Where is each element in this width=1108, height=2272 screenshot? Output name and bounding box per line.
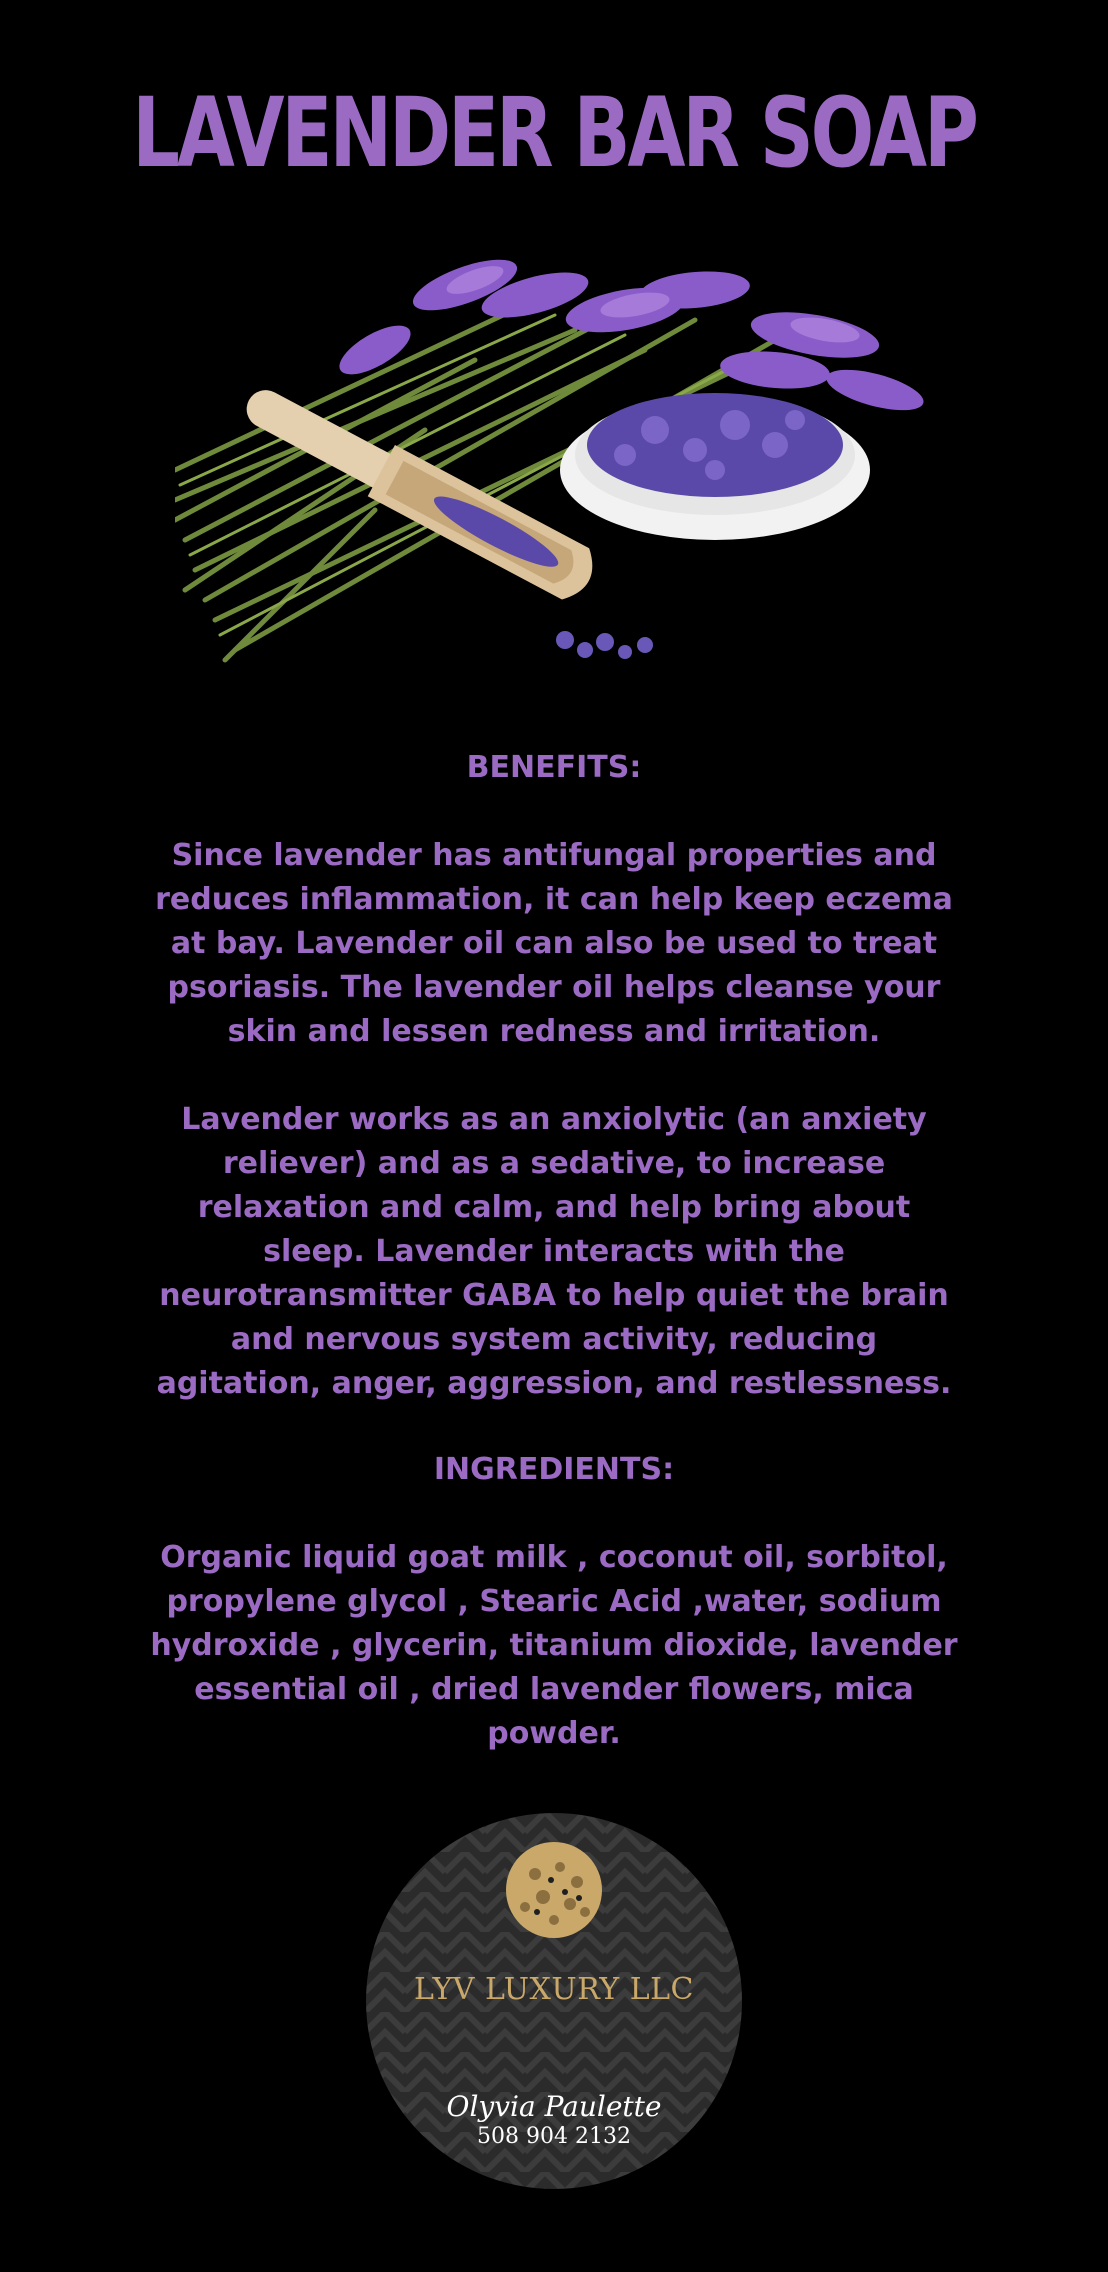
ingredients-list-text: Organic liquid goat milk , coconut oil, sorbitol, propylene glycol , Stearic Acid ,water, sodium hydroxide , glycerin, titanium dioxide, lavender essential oil , dried lavender flowers, mica powder.	[150, 1540, 958, 1751]
benefits-paragraph-1	[150, 834, 958, 1054]
benefits-paragraph-1-text: Since lavender has antifungal properties and reduces inflammation, it can help keep eczema at bay. Lavender oil can also be used to treat psoriasis. The lavender oil helps cleanse your skin and lessen redness and irritation.	[155, 838, 953, 1049]
gold-flower-icon	[506, 1842, 602, 1938]
ingredients-heading-text: INGREDIENTS:	[433, 1452, 675, 1487]
benefits-heading-text: BENEFITS:	[466, 750, 642, 785]
benefits-paragraph-2	[150, 1098, 958, 1406]
logo-owner-name: Olyvia Paulette	[446, 2090, 662, 2123]
brand-logo	[365, 1812, 743, 2190]
page-title: LAVENDER BAR SOAP	[132, 77, 976, 189]
lavender-scoop-bowl-illustration	[175, 240, 935, 665]
benefits-heading	[150, 746, 958, 790]
ingredients-heading	[150, 1448, 958, 1492]
ingredients-list	[150, 1536, 958, 1756]
logo-brand-text: LYV LUXURY LLC	[413, 1972, 695, 2007]
logo-phone-number: 508 904 2132	[477, 2124, 631, 2149]
benefits-paragraph-2-text: Lavender works as an anxiolytic (an anxiety reliever) and as a sedative, to increase relaxation and calm, and help bring about sleep. Lavender interacts with the neurotransmitter GABA to help quiet the brain and nervous system activity, reducing agitation, anger, aggression, and restlessness.	[156, 1102, 952, 1401]
